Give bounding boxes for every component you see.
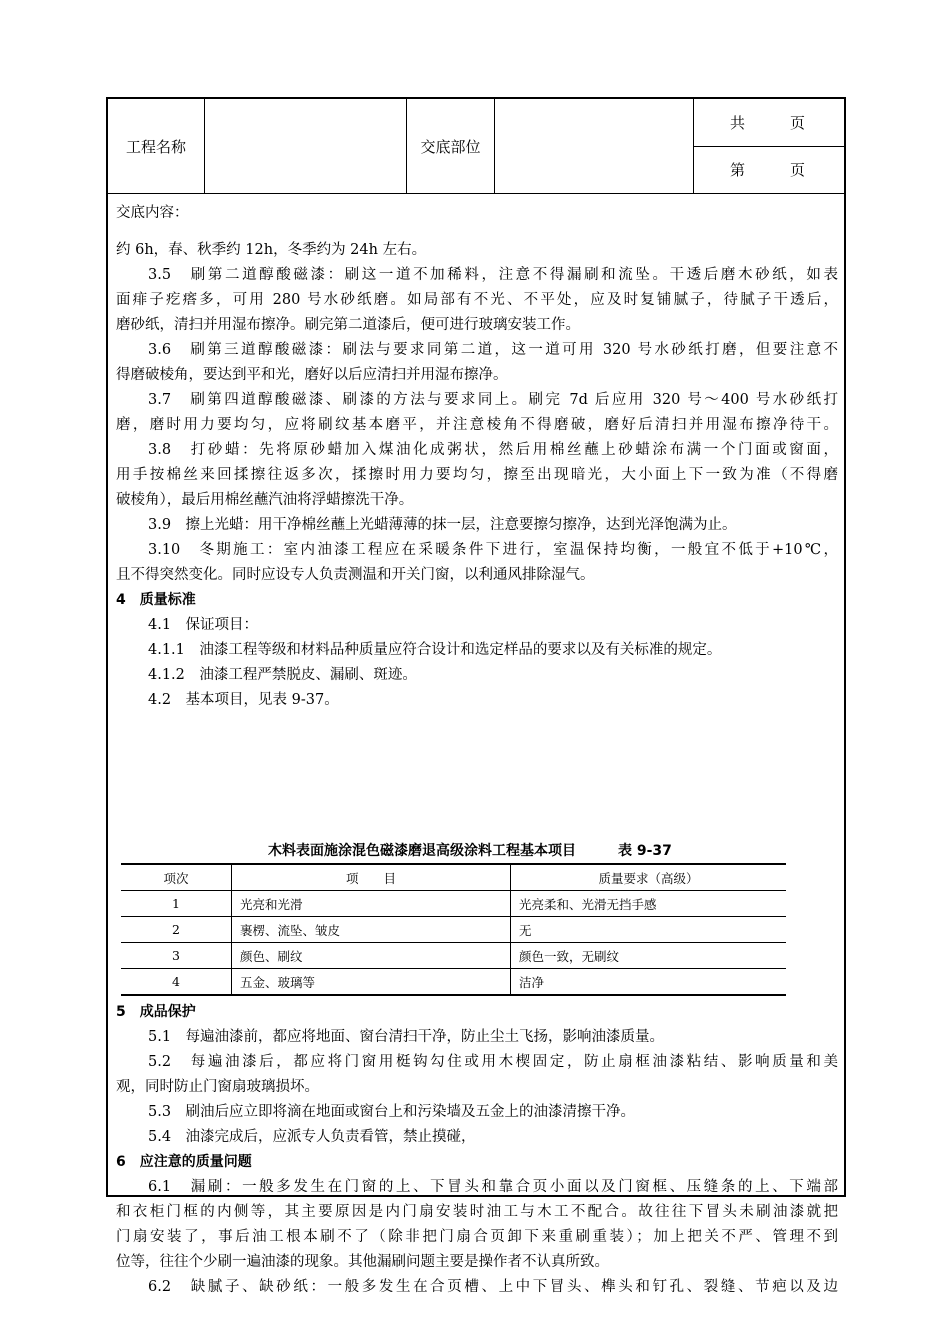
paragraph-line: 且不得突然变化。同时应设专人负责测温和开关门窗，以利通风排除湿气。 (116, 567, 595, 583)
paragraph-line: 门扇安装了，事后油工根本刷不了（除非把门扇合页卸下来重刷重装）；加上把关不严、管理不到 (116, 1229, 838, 1245)
table-header-cell: 项次 (121, 864, 232, 891)
paragraph-line: 5.4 油漆完成后，应派专人负责看管，禁止摸碰， (148, 1129, 476, 1145)
paragraph-line: 位等，往往个少刷一遍油漆的现象。其他漏刷问题主要是操作者不认真所致。 (116, 1254, 609, 1270)
page-number-label: 第 页 (730, 161, 806, 179)
table-cell: 颜色、刷纹 (232, 943, 511, 969)
project-name-label: 工程名称 (108, 99, 205, 193)
table-cell: 1 (121, 891, 232, 917)
table-cell: 颜色一致，无刷纹 (511, 943, 787, 969)
table-header-cell: 质量要求（高级） (511, 864, 787, 891)
location-label: 交底部位 (407, 99, 495, 193)
section-heading: 4 质量标准 (116, 592, 196, 608)
section-heading: 5 成品保护 (116, 1004, 196, 1020)
header-table (108, 99, 844, 194)
paragraph-line: 磨，磨时用力要均匀，应将刷纹基本磨平，并注意棱角不得磨破，磨好后清扫并用湿布擦净待干。 (116, 417, 838, 433)
table-cell: 光亮柔和、光滑无挡手感 (511, 891, 787, 917)
page-count-box (694, 99, 844, 193)
location-value[interactable] (495, 99, 694, 193)
table-cell: 裹楞、流坠、皱皮 (232, 917, 511, 943)
paragraph-line: 6.2 缺腻子、缺砂纸：一般多发生在合页槽、上中下冒头、榫头和钉孔、裂缝、节疤以及边 (148, 1279, 838, 1295)
paragraph-line: 3.10 冬期施工：室内油漆工程应在采暖条件下进行，室温保持均衡，一般宜不低于+10℃， (148, 542, 838, 558)
paragraph-line: 面痱子疙瘩多，可用 280 号水砂纸磨。如局部有不光、不平处，应及时复铺腻子，待腻子干透后， (116, 292, 838, 308)
table-cell: 洁净 (511, 969, 787, 996)
table-row (121, 969, 786, 996)
paragraph-line: 4.1.2 油漆工程严禁脱皮、漏刷、斑迹。 (148, 667, 417, 683)
paragraph-line: 约 6h，春、秋季约 12h，冬季约为 24h 左右。 (116, 242, 427, 258)
paragraph-line: 和衣柜门框的内侧等，其主要原因是内门扇安装时油工与木工不配合。故往往下冒头未刷油漆就把 (116, 1204, 838, 1220)
table-header-row (121, 864, 786, 891)
intro-label: 交底内容： (116, 205, 189, 221)
table-cell: 2 (121, 917, 232, 943)
table-cell: 无 (511, 917, 787, 943)
paragraph-line: 6.1 漏刷：一般多发生在门窗的上、下冒头和靠合页小面以及门窗框、压缝条的上、下端部 (148, 1179, 838, 1195)
paragraph-line: 用手按棉丝来回揉擦往返多次，揉擦时用力要均匀，擦至出现暗光，大小面上下一致为准（不得磨 (116, 467, 838, 483)
section-heading: 6 应注意的质量问题 (116, 1154, 252, 1170)
paragraph-line: 4.1 保证项目： (148, 617, 259, 633)
paragraph-line: 5.1 每遍油漆前，都应将地面、窗台清扫干净，防止尘土飞扬，影响油漆质量。 (148, 1029, 665, 1045)
table-row (121, 917, 786, 943)
paragraph-line: 3.5 刷第二道醇酸磁漆：刷这一道不加稀料，注意不得漏刷和流坠。干透后磨木砂纸，如表 (148, 267, 838, 283)
paragraph-line: 磨砂纸，清扫并用湿布擦净。刷完第二道漆后，便可进行玻璃安装工作。 (116, 317, 580, 333)
paragraph-line: 观，同时防止门窗扇玻璃损坏。 (116, 1079, 319, 1095)
paragraph-line: 3.9 擦上光蜡：用干净棉丝蘸上光蜡薄薄的抹一层，注意要擦匀擦净，达到光泽饱满为止。 (148, 517, 737, 533)
paragraph-line: 3.8 打砂蜡：先将原砂蜡加入煤油化成粥状，然后用棉丝蘸上砂蜡涂布满一个门面或窗面， (148, 442, 838, 458)
table-cell: 3 (121, 943, 232, 969)
paragraph-line: 5.3 刷油后应立即将滴在地面或窗台上和污染墙及五金上的油漆清擦干净。 (148, 1104, 636, 1120)
paragraph-line: 破棱角），最后用棉丝蘸汽油将浮蜡擦洗干净。 (116, 492, 414, 508)
paragraph-line: 5.2 每遍油漆后，都应将门窗用梃钩勾住或用木楔固定，防止扇框油漆粘结、影响质量和美 (148, 1054, 838, 1070)
table-caption: 木料表面施涂混色磁漆磨退高级涂料工程基本项目 表 9-37 (268, 843, 672, 859)
table-row (121, 943, 786, 969)
project-name-value[interactable] (205, 99, 407, 193)
table-cell: 光亮和光滑 (232, 891, 511, 917)
quality-items-table (121, 863, 786, 996)
table-header-cell: 项 目 (232, 864, 511, 891)
paragraph-line: 4.2 基本项目，见表 9-37。 (148, 692, 339, 708)
document-frame (106, 97, 846, 1295)
paragraph-line: 4.1.1 油漆工程等级和材料品种质量应符合设计和选定样品的要求以及有关标准的规定。 (148, 642, 722, 658)
paragraph-line: 3.6 刷第三道醇酸磁漆：刷法与要求同第二道，这一道可用 320 号水砂纸打磨，但要注意不 (148, 342, 838, 358)
paragraph-line: 3.7 刷第四道醇酸磁漆、刷漆的方法与要求同上。刷完 7d 后应用 320 号～400 号水砂纸打 (148, 392, 838, 408)
paragraph-line: 得磨破棱角，要达到平和光，磨好以后应清扫并用湿布擦净。 (116, 367, 508, 383)
total-pages-label: 共 页 (730, 114, 806, 132)
table-row (121, 891, 786, 917)
table-cell: 4 (121, 969, 232, 996)
table-cell: 五金、玻璃等 (232, 969, 511, 996)
